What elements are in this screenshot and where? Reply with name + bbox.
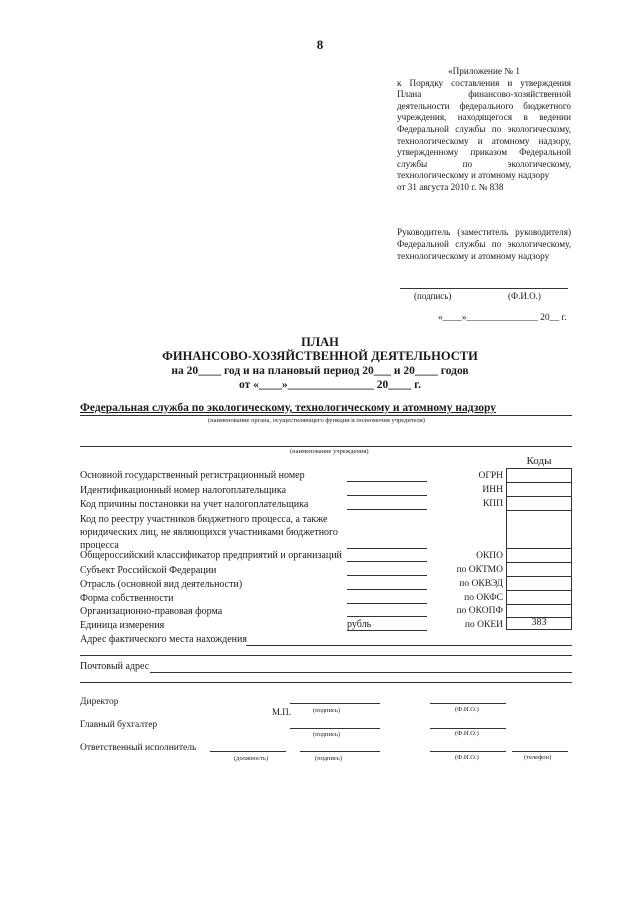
- accountant-signature-caption: (подпись): [313, 731, 340, 738]
- codes-divider: [506, 510, 572, 511]
- agency-name: Федеральная служба по экологическому, технологическому и атомному надзору: [80, 402, 496, 414]
- executor-position-caption: (должность): [234, 755, 269, 762]
- chief-accountant-label: Главный бухгалтер: [80, 720, 158, 730]
- codes-header: Коды: [526, 455, 552, 467]
- page-number: 8: [316, 37, 324, 52]
- okei-value: 383: [531, 617, 547, 628]
- plan-title: ПЛАН: [301, 335, 339, 349]
- blank-oktmo: [347, 575, 427, 576]
- director-signature-caption: (подпись): [313, 707, 340, 714]
- blank-registry: [347, 548, 427, 549]
- row-label-ogrn: Основной государственный регистрационный номер: [80, 470, 305, 481]
- actual-address-line: [246, 645, 572, 646]
- postal-address-label: Почтовый адрес: [80, 661, 150, 672]
- appendix-note: [397, 66, 571, 194]
- blank-kpp: [347, 509, 427, 510]
- code-oktmo: по ОКТМО: [456, 565, 503, 575]
- executor-signature-line: [300, 751, 380, 752]
- row-label-registry-1: Код по реестру участников бюджетного процесса, а также: [80, 514, 328, 525]
- stamp-mark: М.П.: [272, 707, 292, 717]
- row-label-registry-2: юридических лиц, не являющихся участниками бюджетного: [80, 527, 338, 538]
- row-label-unit: Единица измерения: [80, 620, 165, 631]
- appendix-title: «Приложение № 1: [448, 66, 520, 76]
- row-label-oktmo: Субъект Российской Федерации: [80, 565, 217, 576]
- row-label-okpo: Общероссийский классификатор предприятий и организаций: [80, 550, 342, 561]
- institution-line: [80, 446, 572, 447]
- plan-date: от «____»_______________ 20____ г.: [239, 379, 421, 391]
- approval-date: «____»_______________ 20__ г.: [438, 313, 567, 323]
- blank-ogrn: [347, 481, 427, 482]
- director-fio-caption: (Ф.И.О.): [455, 706, 479, 713]
- row-label-okopf: Организационно-правовая форма: [80, 606, 223, 617]
- executor-fio-line: [430, 751, 506, 752]
- codes-divider: [506, 496, 572, 497]
- agency-line: [80, 415, 572, 416]
- row-label-registry-3: процесса: [80, 540, 119, 551]
- code-okfs: по ОКФС: [464, 593, 503, 603]
- code-okopf: по ОКОПФ: [456, 606, 503, 616]
- postal-address-line: [150, 672, 572, 673]
- executor-fio-caption: (Ф.И.О.): [455, 754, 479, 761]
- appendix-body: к Порядку составления и утверждения Плана финансово-хозяйственной деятельности федерального бюджетного учреждения, находящегося в ведении Федеральной службы по экологическому, технологическому и атомному надзору, утвержденному приказом Федеральной службы по экологическому, технологическому и атомному надзору: [397, 77, 571, 181]
- accountant-fio-caption: (Ф.И.О.): [455, 730, 479, 737]
- code-okei: по ОКЕИ: [464, 620, 503, 630]
- approval-fio-caption: (Ф.И.О.): [508, 291, 541, 301]
- executor-phone-line: [512, 751, 568, 752]
- executor-position-line: [210, 751, 286, 752]
- codes-divider: [506, 590, 572, 591]
- approval-signature-caption: (подпись): [414, 291, 452, 301]
- blank-inn: [347, 495, 427, 496]
- actual-address-label: Адрес фактического места нахождения: [80, 634, 247, 645]
- plan-period: на 20____ год и на плановый период 20___ и 20____ годов: [171, 365, 469, 377]
- code-ogrn: ОГРН: [478, 471, 503, 481]
- accountant-fio-line: [430, 728, 506, 729]
- executor-signature-caption: (подпись): [315, 755, 342, 762]
- codes-box: [506, 468, 572, 630]
- codes-divider: [506, 604, 572, 605]
- blank-okopf: [347, 616, 427, 617]
- row-label-inn: Идентификационный номер налогоплательщика: [80, 485, 287, 496]
- institution-caption: (наименование учреждения): [290, 448, 369, 455]
- blank-unit: [347, 630, 427, 631]
- codes-divider: [506, 548, 572, 549]
- row-label-okved: Отрасль (основной вид деятельности): [80, 579, 243, 590]
- code-inn: ИНН: [482, 485, 503, 495]
- appendix-date: от 31 августа 2010 г. № 838: [397, 181, 504, 192]
- director-signature-line: [290, 703, 380, 704]
- approval-block: Руководитель (заместитель руководителя) Федеральной службы по экологическому, технологическому и атомному надзору: [397, 227, 571, 261]
- codes-divider: [506, 482, 572, 483]
- code-okved: по ОКВЭД: [459, 579, 503, 589]
- unit-value: рубль: [347, 619, 372, 630]
- plan-subtitle: ФИНАНСОВО-ХОЗЯЙСТВЕННОЙ ДЕЯТЕЛЬНОСТИ: [162, 349, 478, 363]
- code-kpp: КПП: [482, 499, 503, 509]
- director-label: Директор: [80, 697, 119, 707]
- executor-label: Ответственный исполнитель: [80, 743, 197, 753]
- blank-okfs: [347, 603, 427, 604]
- blank-okved: [347, 589, 427, 590]
- approval-signature-line: [400, 288, 568, 289]
- codes-divider: [506, 562, 572, 563]
- actual-address-line-2: [80, 655, 572, 656]
- executor-phone-caption: (телефон): [524, 754, 552, 761]
- row-label-kpp: Код причины постановки на учет налогоплательщика: [80, 499, 309, 510]
- row-label-okfs: Форма собственности: [80, 593, 174, 604]
- codes-divider: [506, 576, 572, 577]
- accountant-signature-line: [290, 728, 380, 729]
- blank-okpo: [347, 561, 427, 562]
- postal-address-line-2: [80, 682, 572, 683]
- code-okpo: ОКПО: [476, 551, 503, 561]
- director-fio-line: [430, 703, 506, 704]
- agency-caption: (наименование органа, осуществляющего функции и полномочия учредителя): [208, 417, 425, 424]
